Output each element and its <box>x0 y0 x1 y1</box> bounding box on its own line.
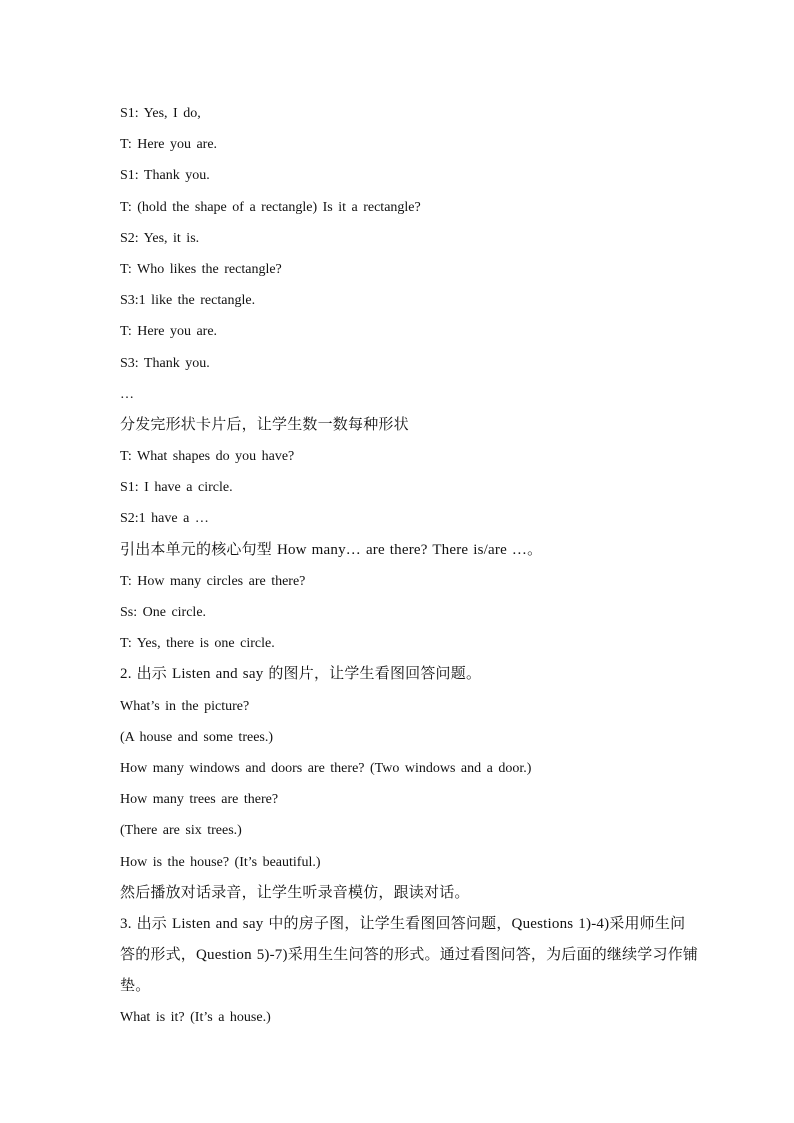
instruction-line: 分发完形状卡片后，让学生数一数每种形状 <box>120 416 409 433</box>
instruction-line: 然后播放对话录音，让学生听录音模仿，跟读对话。 <box>120 884 470 901</box>
dialogue-line: T: Here you are. <box>120 137 218 153</box>
dialogue-line: S3:1 like the rectangle. <box>120 293 256 309</box>
dialogue-line: T: Yes, there is one circle. <box>120 636 275 652</box>
dialogue-line: S3: Thank you. <box>120 355 210 371</box>
question-line: What is it? (It’s a house.) <box>120 1010 271 1026</box>
question-line: How many trees are there? <box>120 792 279 808</box>
dialogue-line: Ss: One circle. <box>120 605 207 620</box>
dialogue-line: S2: Yes, it is. <box>120 230 200 246</box>
dialogue-line: S1: Thank you. <box>120 168 210 184</box>
dialogue-line: T: Who likes the rectangle? <box>120 261 282 277</box>
question-line: How many windows and doors are there? (Two windows and a door.) <box>120 760 532 776</box>
dialogue-line: T: What shapes do you have? <box>120 449 295 465</box>
answer-line: (There are six trees.) <box>120 823 242 839</box>
answer-line: (A house and some trees.) <box>120 729 274 745</box>
question-line: How is the house? (It’s beautiful.) <box>120 854 321 870</box>
question-line: What’s in the picture? <box>120 698 250 714</box>
dialogue-line: T: How many circles are there? <box>120 573 306 589</box>
dialogue-line: S1: I have a circle. <box>120 480 233 496</box>
dialogue-line: T: (hold the shape of a rectangle) Is it a rectangle? <box>120 199 421 215</box>
dialogue-line: S1: Yes, I do, <box>120 106 201 121</box>
ellipsis-line: … <box>120 386 134 402</box>
dialogue-line: T: Here you are. <box>120 324 218 340</box>
step-paragraph: 3. 出示 Listen and say 中的房子图，让学生看图回答问题，Questions 1)-4)采用师生问答的形式，Question 5)-7)采用生生问答的形式。通过看图问答，为后面的继续学习作铺垫。 <box>120 915 699 995</box>
dialogue-line: S2:1 have a … <box>120 511 209 527</box>
instruction-line: 引出本单元的核心句型 How many… are there? There is/are …。 <box>120 541 543 558</box>
step-heading: 2. 出示 Listen and say 的图片，让学生看图回答问题。 <box>120 666 482 683</box>
document-body <box>120 98 700 1034</box>
